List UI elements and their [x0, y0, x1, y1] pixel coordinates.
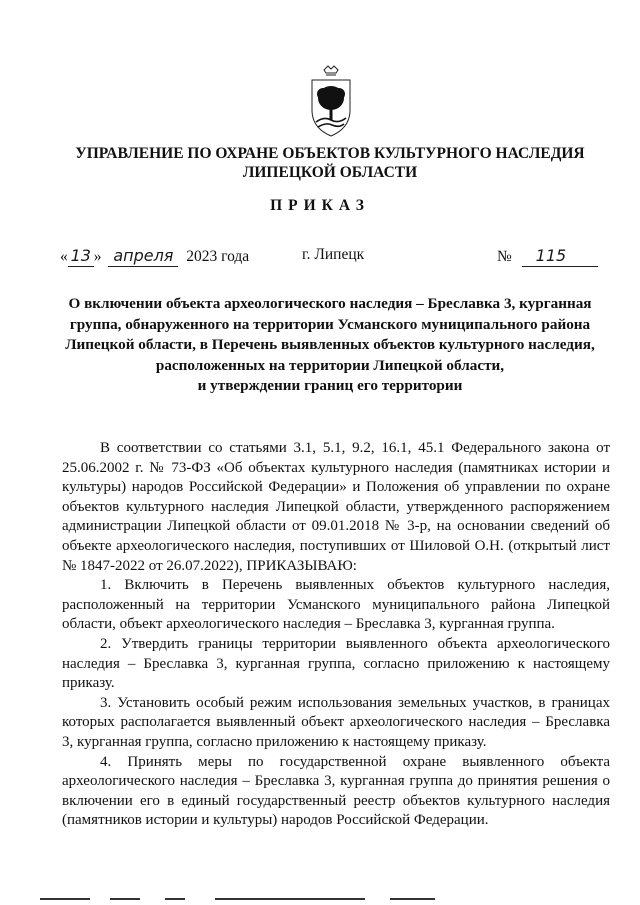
date-month-handwritten: апреля	[113, 246, 174, 265]
order-body	[62, 439, 610, 831]
date-close-quote: »	[93, 248, 102, 265]
order-title-line-4: расположенных на территории Липецкой области,	[155, 356, 505, 374]
scan-edge-mark	[390, 898, 435, 900]
scan-edge-mark	[40, 898, 90, 900]
scan-edge-mark	[110, 898, 140, 900]
scan-edge-mark	[165, 898, 185, 900]
order-item-4: 4. Принять меры по государственной охране выявленного объекта археологического наследия – Бреславка 3, курганная группа до принятия решения о включении его в единый государственный реестр объектов культурного наследия (памятников истории и культуры) народов Российской Федерации.	[62, 753, 610, 829]
number-handwritten: 115	[535, 246, 567, 265]
order-item-2: 2. Утвердить границы территории выявленного объекта археологического наследия – Бреславка 3, курганная группа, согласно приложению к настоящему приказу.	[62, 635, 610, 692]
scan-edge-mark	[215, 898, 365, 900]
document-type: ПРИКАЗ	[270, 197, 370, 214]
order-title	[60, 294, 600, 397]
order-title-line-3: Липецкой области, в Перечень выявленных объектов культурного наследия,	[65, 336, 595, 353]
document-number	[497, 246, 598, 267]
number-label: №	[497, 248, 512, 265]
date-number-line	[0, 246, 640, 270]
organization-name	[40, 144, 620, 182]
order-title-line-2: группа, обнаруженного на территории Усманского муниципального района	[69, 315, 591, 333]
order-title-line-5: и утверждении границ его территории	[197, 377, 463, 394]
date-day-field	[68, 246, 94, 267]
order-item-1: 1. Включить в Перечень выявленных объектов культурного наследия, расположенный на территории Усманского муниципального района Липецкой области, объект археологического наследия – Бреславка 3, курганная группа.	[62, 577, 610, 633]
number-field	[522, 246, 598, 267]
organization-name-line-1: УПРАВЛЕНИЕ ПО ОХРАНЕ ОБЪЕКТОВ КУЛЬТУРНОГО НАСЛЕДИЯ	[75, 145, 585, 162]
preamble-paragraph: В соответствии со статьями 3.1, 5.1, 9.2, 16.1, 45.1 Федерального закона от 25.06.2002 г. № 73-ФЗ «Об объектах культурного наследия (памятниках истории и культуры) народов Российской Федерации» и Положения об управлении по охране объектов культурного наследия Липецкой области, утвержденного распоряжением администрации Липецкой области от 09.01.2018 № 3-р, на основании сведений об объекте археологического наследия, поступивших от Шиловой О.Н. (открытый лист № 1847-2022 от 26.07.2022), ПРИКАЗЫВАЮ:	[62, 440, 610, 574]
order-item-3: 3. Установить особый режим использования земельных участков, в границах которых располагается выявленный объект археологического наследия – Бреславка 3, курганная группа, согласно приложению к настоящему приказу.	[62, 694, 610, 750]
date-day-handwritten: 13	[70, 246, 91, 265]
coat-of-arms-emblem	[304, 62, 358, 140]
order-title-line-1: О включении объекта археологического наследия – Бреславка 3, курганная	[68, 295, 592, 312]
date-year: 2023 года	[186, 248, 250, 265]
date-open-quote: «	[60, 248, 68, 265]
date-month-field	[108, 246, 178, 267]
organization-name-line-2: ЛИПЕЦКОЙ ОБЛАСТИ	[242, 164, 418, 181]
document-city: г. Липецк	[302, 246, 365, 263]
document-date	[60, 246, 249, 267]
